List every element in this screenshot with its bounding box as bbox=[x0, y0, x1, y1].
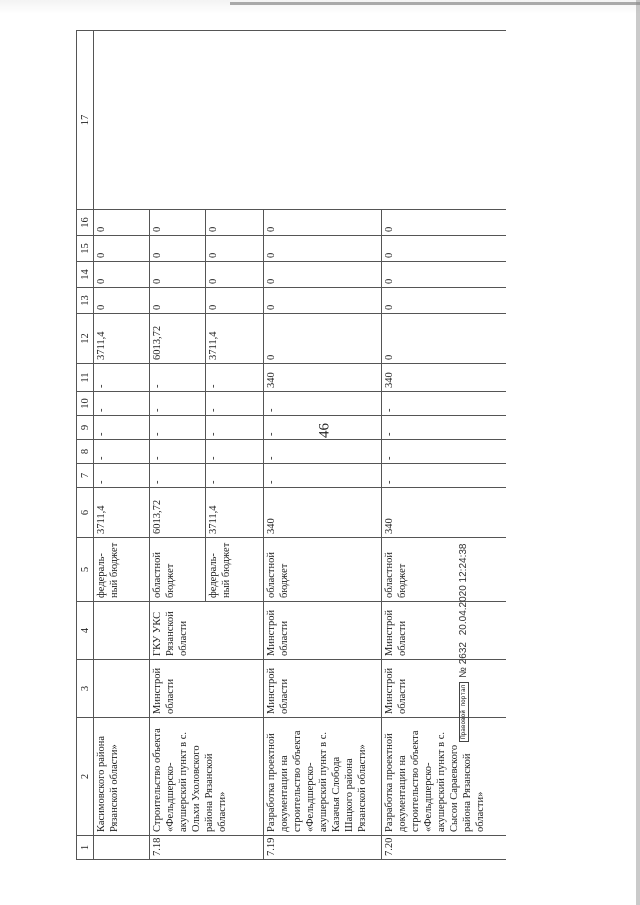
value-cell: 0 bbox=[150, 236, 206, 262]
column-header: 11 bbox=[77, 364, 94, 392]
value-cell: - bbox=[150, 440, 206, 464]
value-cell: 0 bbox=[150, 288, 206, 314]
budget-source-cell: областной бюджет bbox=[150, 538, 206, 602]
value-cell: - bbox=[382, 416, 507, 440]
object-name-cell: Строительство объекта «Фельдшерско-акушерский пункт в с. Ольхи Ухоловского района Рязанской области» bbox=[150, 718, 264, 836]
column-header: 5 bbox=[77, 538, 94, 602]
value-cell: 0 bbox=[264, 210, 382, 236]
value-cell: - bbox=[150, 392, 206, 416]
value-cell: 0 bbox=[382, 262, 507, 288]
scan-edge bbox=[0, 0, 640, 14]
portal-logo: Правовой портал bbox=[459, 682, 469, 742]
value-cell: - bbox=[94, 440, 150, 464]
scan-edge-right bbox=[636, 0, 640, 905]
header-row bbox=[77, 31, 94, 860]
value-cell: 0 bbox=[382, 314, 507, 364]
row-number-cell: 7.19 bbox=[264, 836, 382, 860]
customer-cell: Минстрой области bbox=[264, 660, 382, 718]
row-number-cell: 7.20 bbox=[382, 836, 507, 860]
value-cell: - bbox=[150, 364, 206, 392]
column-header: 9 bbox=[77, 416, 94, 440]
value-cell: - bbox=[150, 464, 206, 488]
value-cell: - bbox=[206, 440, 264, 464]
budget-source-cell: областной бюджет bbox=[382, 538, 507, 602]
value-cell: - bbox=[206, 416, 264, 440]
value-cell: 0 bbox=[206, 288, 264, 314]
column-header: 2 bbox=[77, 718, 94, 836]
object-name-cell: Разработка проектной документации на строительство объекта «Фельдшерско-акушерский пункт в с. Казачья Слобода Шацкого района Рязанской области» bbox=[264, 718, 382, 836]
value-cell: 340 bbox=[382, 488, 507, 538]
notes-cell bbox=[94, 31, 507, 210]
column-header: 8 bbox=[77, 440, 94, 464]
column-header: 1 bbox=[77, 836, 94, 860]
row-number-cell bbox=[94, 836, 150, 860]
value-cell: - bbox=[264, 416, 382, 440]
registration-stamp bbox=[458, 540, 469, 743]
value-cell: - bbox=[94, 364, 150, 392]
value-cell: - bbox=[264, 464, 382, 488]
registration-number: № 2632 bbox=[458, 642, 469, 678]
customer-cell bbox=[94, 660, 150, 718]
value-cell: 6013,72 bbox=[150, 488, 206, 538]
object-name-cell: Касимовского района Рязанской области» bbox=[94, 718, 150, 836]
value-cell: 0 bbox=[206, 236, 264, 262]
value-cell: 0 bbox=[94, 236, 150, 262]
table-row bbox=[94, 31, 150, 860]
value-cell: 0 bbox=[382, 288, 507, 314]
value-cell: 6013,72 bbox=[150, 314, 206, 364]
column-header: 14 bbox=[77, 262, 94, 288]
value-cell: 0 bbox=[264, 314, 382, 364]
page-number: 46 bbox=[316, 423, 333, 438]
value-cell: 0 bbox=[264, 262, 382, 288]
value-cell: 0 bbox=[264, 288, 382, 314]
value-cell: - bbox=[264, 392, 382, 416]
row-number-cell: 7.18 bbox=[150, 836, 264, 860]
executor-cell bbox=[94, 602, 150, 660]
value-cell: 0 bbox=[94, 210, 150, 236]
column-header: 7 bbox=[77, 464, 94, 488]
registration-datetime: 20.04.2020 12:24:38 bbox=[458, 543, 469, 636]
column-header: 16 bbox=[77, 210, 94, 236]
value-cell: 3711,4 bbox=[94, 314, 150, 364]
value-cell: - bbox=[94, 416, 150, 440]
value-cell: 340 bbox=[264, 364, 382, 392]
value-cell: 340 bbox=[382, 364, 507, 392]
value-cell: 340 bbox=[264, 488, 382, 538]
value-cell: 0 bbox=[94, 288, 150, 314]
value-cell: 0 bbox=[150, 262, 206, 288]
value-cell: - bbox=[94, 464, 150, 488]
table-wrapper bbox=[76, 30, 506, 860]
executor-cell: Минстрой области bbox=[264, 602, 382, 660]
value-cell: - bbox=[264, 440, 382, 464]
value-cell: - bbox=[206, 364, 264, 392]
budget-table bbox=[76, 30, 506, 860]
registration-info bbox=[458, 540, 469, 678]
customer-cell: Минстрой области bbox=[150, 660, 264, 718]
value-cell: 0 bbox=[264, 236, 382, 262]
column-header: 4 bbox=[77, 602, 94, 660]
object-name-cell: Разработка проектной документации на строительство объекта «Фельдшерско-акушерский пункт в с. Сысои Сараевского района Рязанской области» bbox=[382, 718, 507, 836]
value-cell: - bbox=[382, 440, 507, 464]
value-cell: 0 bbox=[94, 262, 150, 288]
value-cell: 0 bbox=[382, 210, 507, 236]
value-cell: 0 bbox=[382, 236, 507, 262]
value-cell: 3711,4 bbox=[206, 314, 264, 364]
column-header: 10 bbox=[77, 392, 94, 416]
value-cell: - bbox=[94, 392, 150, 416]
column-header: 12 bbox=[77, 314, 94, 364]
budget-source-cell: федераль-ный бюджет bbox=[94, 538, 150, 602]
budget-source-cell: областной бюджет bbox=[264, 538, 382, 602]
value-cell: - bbox=[382, 392, 507, 416]
value-cell: 3711,4 bbox=[94, 488, 150, 538]
column-header: 17 bbox=[77, 31, 94, 210]
value-cell: 3711,4 bbox=[206, 488, 264, 538]
value-cell: - bbox=[206, 464, 264, 488]
value-cell: - bbox=[206, 392, 264, 416]
value-cell: - bbox=[150, 416, 206, 440]
value-cell: 0 bbox=[206, 262, 264, 288]
rotated-table bbox=[76, 30, 506, 860]
value-cell: - bbox=[382, 464, 507, 488]
value-cell: 0 bbox=[206, 210, 264, 236]
value-cell: 0 bbox=[150, 210, 206, 236]
column-header: 3 bbox=[77, 660, 94, 718]
column-header: 6 bbox=[77, 488, 94, 538]
column-header: 13 bbox=[77, 288, 94, 314]
budget-source-cell: федераль-ный бюджет bbox=[206, 538, 264, 602]
customer-cell: Минстрой области bbox=[382, 660, 507, 718]
executor-cell: ГКУ УКС Рязанской области bbox=[150, 602, 264, 660]
column-header: 15 bbox=[77, 236, 94, 262]
executor-cell: Минстрой области bbox=[382, 602, 507, 660]
